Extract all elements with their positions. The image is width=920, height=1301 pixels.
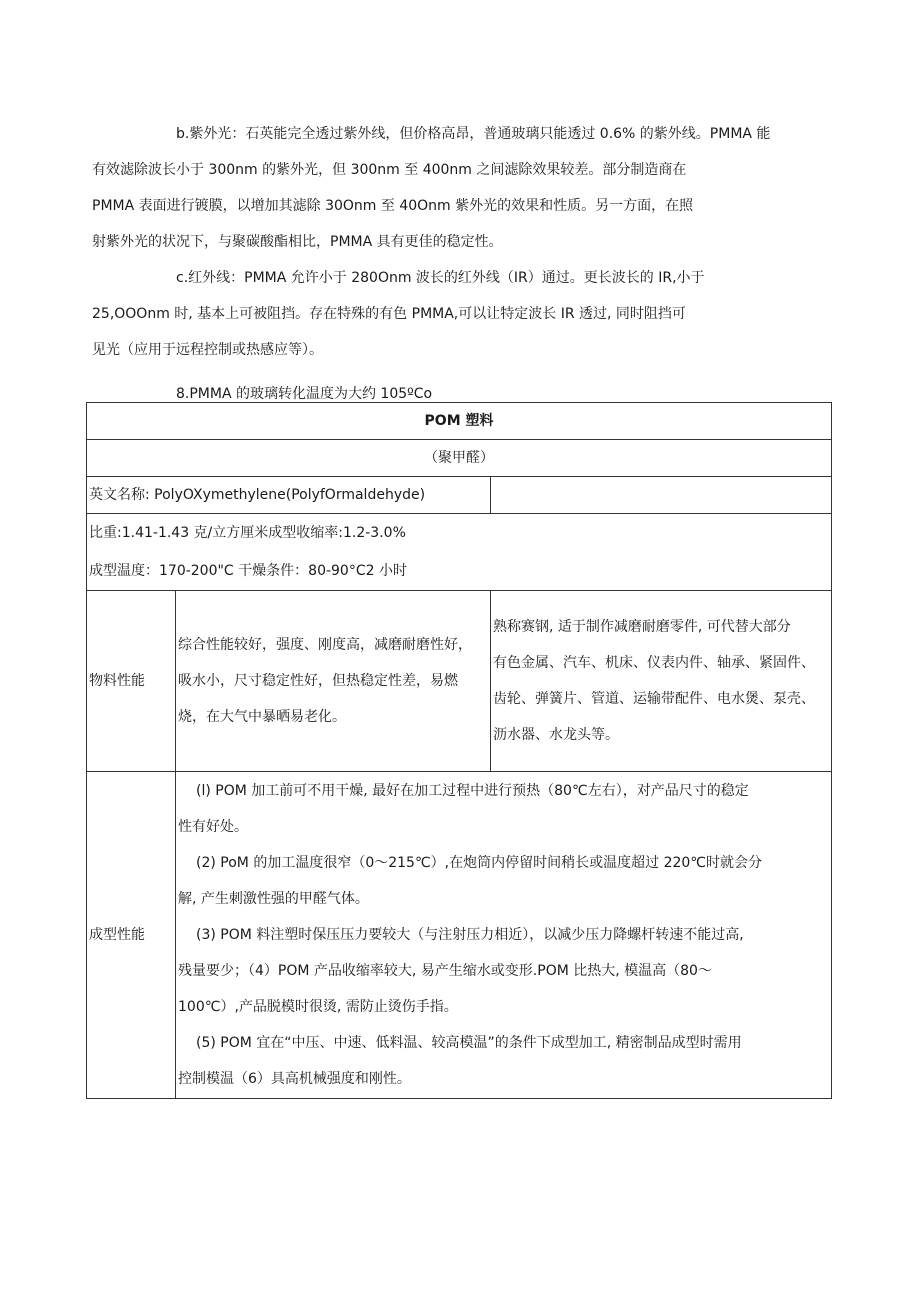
text-line: PMMA 表面进行镀膜，以增加其滤除 30Onm 至 40Onm 紫外光的效果和性质。另一方面，在照 (92, 198, 694, 214)
text-line: 射紫外光的状况下，与聚碳酸酯相比，PMMA 具有更佳的稳定性。 (92, 234, 503, 250)
text-line: 控制模温（6）具高机械强度和刚性。 (178, 1071, 411, 1087)
text-line: 有效滤除波长小于 300nm 的紫外光，但 300nm 至 400nm 之间滤除效果较差。部分制造商在 (92, 162, 687, 178)
text-line: 性有好处。 (178, 819, 248, 835)
pom-spec-table (86, 402, 832, 1099)
text-line: c.红外线：PMMA 允许小于 280Onm 波长的红外线（IR）通过。更长波长的 IR,小于 (176, 270, 705, 286)
molding-label: 成型性能 (87, 772, 176, 1099)
text-line: 解, 产生刺激性强的甲醛气体。 (178, 891, 369, 907)
text-line: 烧，在大气中暴晒易老化。 (178, 709, 346, 725)
text-line: 沥水器、水龙头等。 (493, 727, 619, 743)
density-line: 比重:1.41-1.43 克/立方厘米成型收缩率:1.2-3.0% (89, 525, 406, 541)
temperature-line: 成型温度：170-200"C 干燥条件：80-90°C2 小时 (89, 563, 407, 579)
material-applications (491, 591, 832, 772)
text-line: 吸水小，尺寸稳定性好，但热稳定性差，易燃 (178, 673, 458, 689)
table-subtitle: （聚甲醛） (87, 440, 832, 477)
density-temp-cell (87, 514, 832, 591)
molding-properties (176, 772, 832, 1099)
empty-cell (491, 477, 832, 514)
text-line: 见光（应用于远程控制或热感应等）。 (92, 342, 323, 358)
english-name: 英文名称: PolyOXymethylene(PolyfOrmaldehyde) (87, 477, 491, 514)
text-line: (2) PoM 的加工温度很窄（0～215℃）,在炮筒内停留时间稍长或温度超过 220℃时就会分 (196, 855, 763, 871)
table-title: POM 塑料 (87, 403, 832, 440)
text-line: 熟称赛钢, 适于制作减磨耐磨零件, 可代替大部分 (493, 619, 791, 635)
material-properties (176, 591, 491, 772)
text-line: (3) POM 料注塑时保压压力要较大（与注射压力相近），以减少压力降螺杆转速不能过高, (196, 927, 744, 943)
text-line: 综合性能较好，强度、刚度高，减磨耐磨性好， (178, 637, 472, 653)
text-line: (l) POM 加工前可不用干燥, 最好在加工过程中进行预热（80℃左右），对产品尺寸的稳定 (196, 783, 749, 799)
text-line: 25,OOOnm 时, 基本上可被阻挡。存在特殊的有色 PMMA,可以让特定波长 IR 透过, 同时阻挡可 (92, 306, 686, 322)
uv-paragraph (92, 116, 826, 260)
material-label: 物料性能 (87, 591, 176, 772)
text-line: 齿轮、弹簧片、管道、运输带配件、电水煲、泵壳、 (493, 691, 815, 707)
text-line: 8.PMMA 的玻璃转化温度为大约 105ºCo (176, 386, 433, 402)
text-line: b.紫外光：石英能完全透过紫外线，但价格高昂，普通玻璃只能透过 0.6% 的紫外线。PMMA 能 (176, 126, 771, 142)
text-line: 残量要少；（4）POM 产品收缩率较大, 易产生缩水或变形.POM 比热大, 模温高（80～ (178, 963, 712, 979)
text-line: 100℃）,产品脱模时很烫, 需防止烫伤手指。 (178, 999, 458, 1015)
ir-paragraph (92, 260, 826, 368)
text-line: 有色金属、汽车、机床、仪表内件、轴承、紧固件、 (493, 655, 815, 671)
text-line: (5) POM 宜在“中压、中速、低料温、较高模温”的条件下成型加工, 精密制品成型时需用 (196, 1035, 742, 1051)
